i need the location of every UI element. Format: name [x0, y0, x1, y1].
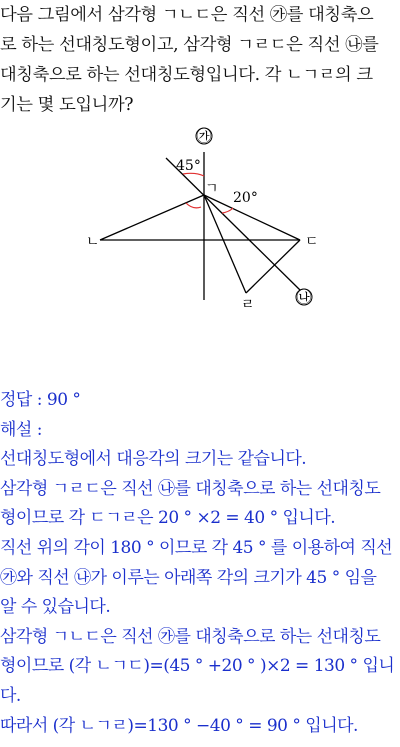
angle-20-arc [222, 208, 233, 213]
axis-na-label: ㉯ [296, 288, 312, 306]
answer-line: 다. [0, 685, 21, 706]
answer-line: 형이므로 각 ㄷㄱㄹ은 20 ° ×2 = 40 ° 입니다. [0, 508, 336, 529]
axis-na-line [166, 158, 300, 290]
answer-line: 직선 위의 각이 180 ° 이므로 각 45 ° 를 이용하여 직선 [0, 537, 393, 558]
vertex-r-label: ㄹ [241, 297, 255, 313]
vertex-g-label: ㄱ [205, 181, 219, 197]
answer-line: ㉮와 직선 ㉯가 이루는 아래쪽 각의 크기가 45 ° 임을 [0, 567, 377, 588]
axis-ga-label: ㉮ [196, 127, 212, 145]
question-line: 기는 몇 도입니까? [0, 95, 134, 115]
segment-r-d [246, 240, 300, 293]
answer-line: 삼각형 ㄱㄴㄷ은 직선 ㉮를 대칭축으로 하는 선대칭도 [0, 626, 381, 647]
answer-line: 따라서 (각 ㄴㄱㄹ)=130 ° −40 ° = 90 ° 입니다. [0, 715, 358, 736]
triangle-gnd [100, 195, 300, 240]
angle-20-label: 20° [233, 190, 258, 206]
question-line: 대칭축으로 하는 선대칭도형입니다. 각 ㄴㄱㄹ의 크 [0, 65, 373, 85]
answer-section [0, 386, 400, 741]
answer-line: 정답 : 90 ° [0, 390, 81, 410]
answer-line: 삼각형 ㄱㄹㄷ은 직선 ㉯를 대칭축으로 하는 선대칭도 [0, 478, 381, 499]
answer-line: 알 수 있습니다. [0, 597, 111, 618]
angle-45-label: 45° [176, 158, 201, 174]
vertex-d-label: ㄷ [305, 234, 319, 250]
vertex-n-label: ㄴ [86, 234, 100, 250]
geometry-figure [0, 118, 400, 318]
answer-line: 형이므로 (각 ㄴㄱㄷ)=(45 ° +20 ° )×2 = 130 ° 입니 [0, 656, 395, 677]
question-line: 다음 그림에서 삼각형 ㄱㄴㄷ은 직선 ㉮를 대칭축으 [0, 5, 374, 25]
segment-g-r [204, 195, 246, 293]
question-line: 로 하는 선대칭도형이고, 삼각형 ㄱㄹㄷ은 직선 ㉯를 [0, 35, 379, 55]
angle-left-arc [186, 203, 201, 208]
question-text [0, 0, 400, 120]
answer-line: 해설 : [0, 419, 42, 440]
answer-line: 선대칭도형에서 대응각의 크기는 같습니다. [0, 449, 307, 470]
